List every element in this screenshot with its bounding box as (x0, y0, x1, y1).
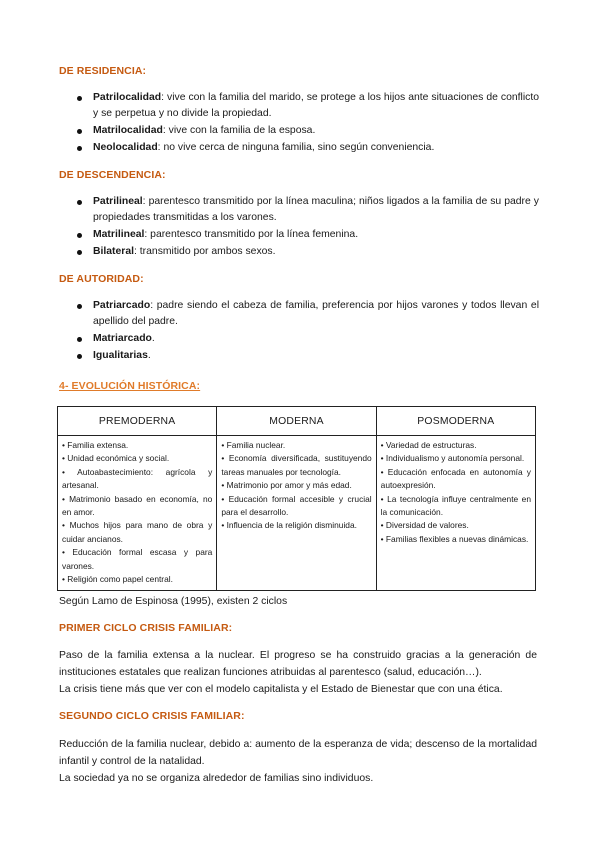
list-item (59, 90, 539, 122)
bullet-icon (77, 354, 82, 359)
cell-item: • Matrimonio basado en economía, no en amor. (62, 493, 213, 518)
evolucion-table (57, 406, 536, 591)
list-item (59, 194, 539, 226)
residencia-heading: DE RESIDENCIA: (59, 65, 147, 77)
item-term: Igualitarias (93, 350, 148, 361)
item-term: Bilateral (93, 246, 135, 257)
evolucion-heading: 4- EVOLUCIÓN HISTÓRICA: (59, 380, 201, 392)
cell-moderna (217, 436, 376, 591)
list-item (59, 348, 539, 364)
bullet-icon (77, 233, 82, 238)
bullet-icon (77, 304, 82, 309)
primer-ciclo-paragraph-2: La crisis tiene más que ver con el modelo capitalista y el Estado de Bienestar que con una ética. (59, 684, 503, 695)
autoridad-heading: DE AUTORIDAD: (59, 273, 144, 285)
item-term: Patriarcado (93, 300, 151, 311)
item-term: Neolocalidad (93, 142, 158, 153)
bullet-icon (77, 337, 82, 342)
cell-item: • Educación formal escasa y para varones. (62, 547, 213, 571)
autoridad-list (59, 298, 539, 365)
bullet-icon (77, 250, 82, 255)
cell-item: • Religión como papel central. (62, 574, 173, 585)
item-term: Patrilocalidad (93, 92, 162, 103)
descendencia-list (59, 194, 539, 261)
cell-item: • Unidad económica y social. (62, 453, 170, 464)
cell-premoderna (58, 436, 217, 591)
cell-item: • Educación enfocada en autonomía y autoexpresión. (380, 466, 531, 491)
list-item (59, 140, 539, 156)
list-item (59, 123, 539, 139)
cell-item: • Influencia de la religión disminuida. (221, 520, 357, 531)
cell-item: • Familia nuclear. (221, 440, 286, 450)
cell-item: • Variedad de estructuras. (380, 440, 477, 450)
item-term: Patrilineal (93, 196, 143, 207)
item-text: : vive con la familia de la esposa. (162, 125, 316, 136)
item-text: : no vive cerca de ninguna familia, sino según conveniencia. (157, 142, 435, 153)
cell-item: • Familia extensa. (62, 440, 129, 450)
cell-item: • Individualismo y autonomía personal. (380, 453, 525, 464)
list-item (59, 227, 539, 243)
item-term: Matriarcado (93, 333, 152, 344)
ciclos-note: Según Lamo de Espinosa (1995), existen 2 ciclos (59, 596, 288, 607)
col-header-posmoderna: POSMODERNA (376, 407, 535, 436)
segundo-ciclo-paragraph-1: Reducción de la familia nuclear, debido a: aumento de la esperanza de vida; descenso de la mortalidad infantil y control de la natalidad. (59, 739, 537, 767)
item-text: : padre siendo el cabeza de familia, preferencia por hijos varones y todos llevan el apellido del padre. (93, 300, 539, 327)
table-row (58, 436, 536, 591)
primer-ciclo-heading: PRIMER CICLO CRISIS FAMILIAR: (59, 622, 233, 634)
list-item (59, 244, 539, 260)
col-header-moderna: MODERNA (217, 407, 376, 436)
cell-item: • Economía diversificada, sustituyendo tareas manuales por tecnología. (221, 453, 372, 477)
col-header-premoderna: PREMODERNA (58, 407, 217, 436)
item-text: : transmitido por ambos sexos. (134, 246, 276, 257)
item-text: . (147, 350, 151, 361)
bullet-icon (77, 129, 82, 134)
item-text: : parentesco transmitido por la línea femenina. (144, 229, 359, 240)
residencia-list (59, 90, 539, 157)
cell-item: • Familias flexibles a nuevas dinámicas. (380, 533, 529, 544)
bullet-icon (77, 96, 82, 101)
item-text: : vive con la familia del marido, se protege a los hijos ante situaciones de conflicto y se perpetua y no divide la propiedad. (93, 92, 539, 119)
segundo-ciclo-paragraph-2: La sociedad ya no se organiza alrededor de familias sino individuos. (59, 773, 374, 784)
item-text: . (151, 333, 155, 344)
segundo-ciclo-heading: SEGUNDO CICLO CRISIS FAMILIAR: (59, 710, 245, 722)
table-header-row (58, 407, 536, 436)
cell-item: • Matrimonio por amor y más edad. (221, 480, 352, 491)
descendencia-heading: DE DESCENDENCIA: (59, 169, 166, 181)
bullet-icon (77, 200, 82, 205)
cell-item: • Educación formal accesible y crucial para el desarrollo. (221, 493, 372, 518)
item-text: : parentesco transmitido por la línea maculina; niños ligados a la familia de su padre y propiedades transmitidas a los varones. (93, 196, 539, 223)
cell-item: • Muchos hijos para mano de obra y cuidar ancianos. (62, 520, 213, 544)
list-item (59, 298, 539, 330)
list-item (59, 331, 539, 347)
item-term: Matrilocalidad (93, 125, 163, 136)
cell-posmoderna (376, 436, 535, 591)
cell-item: • Diversidad de valores. (380, 520, 469, 531)
cell-item: • La tecnología influye centralmente en la comunicación. (380, 493, 531, 518)
cell-item: • Autoabastecimiento: agrícola y artesanal. (62, 466, 213, 491)
primer-ciclo-paragraph-1: Paso de la familia extensa a la nuclear. El progreso se ha construido gracias a la generación de instituciones estatales que realizan funciones atribuidas al parentesco (salud, educación…). (59, 650, 537, 678)
bullet-icon (77, 146, 82, 151)
item-term: Matrilineal (93, 229, 145, 240)
